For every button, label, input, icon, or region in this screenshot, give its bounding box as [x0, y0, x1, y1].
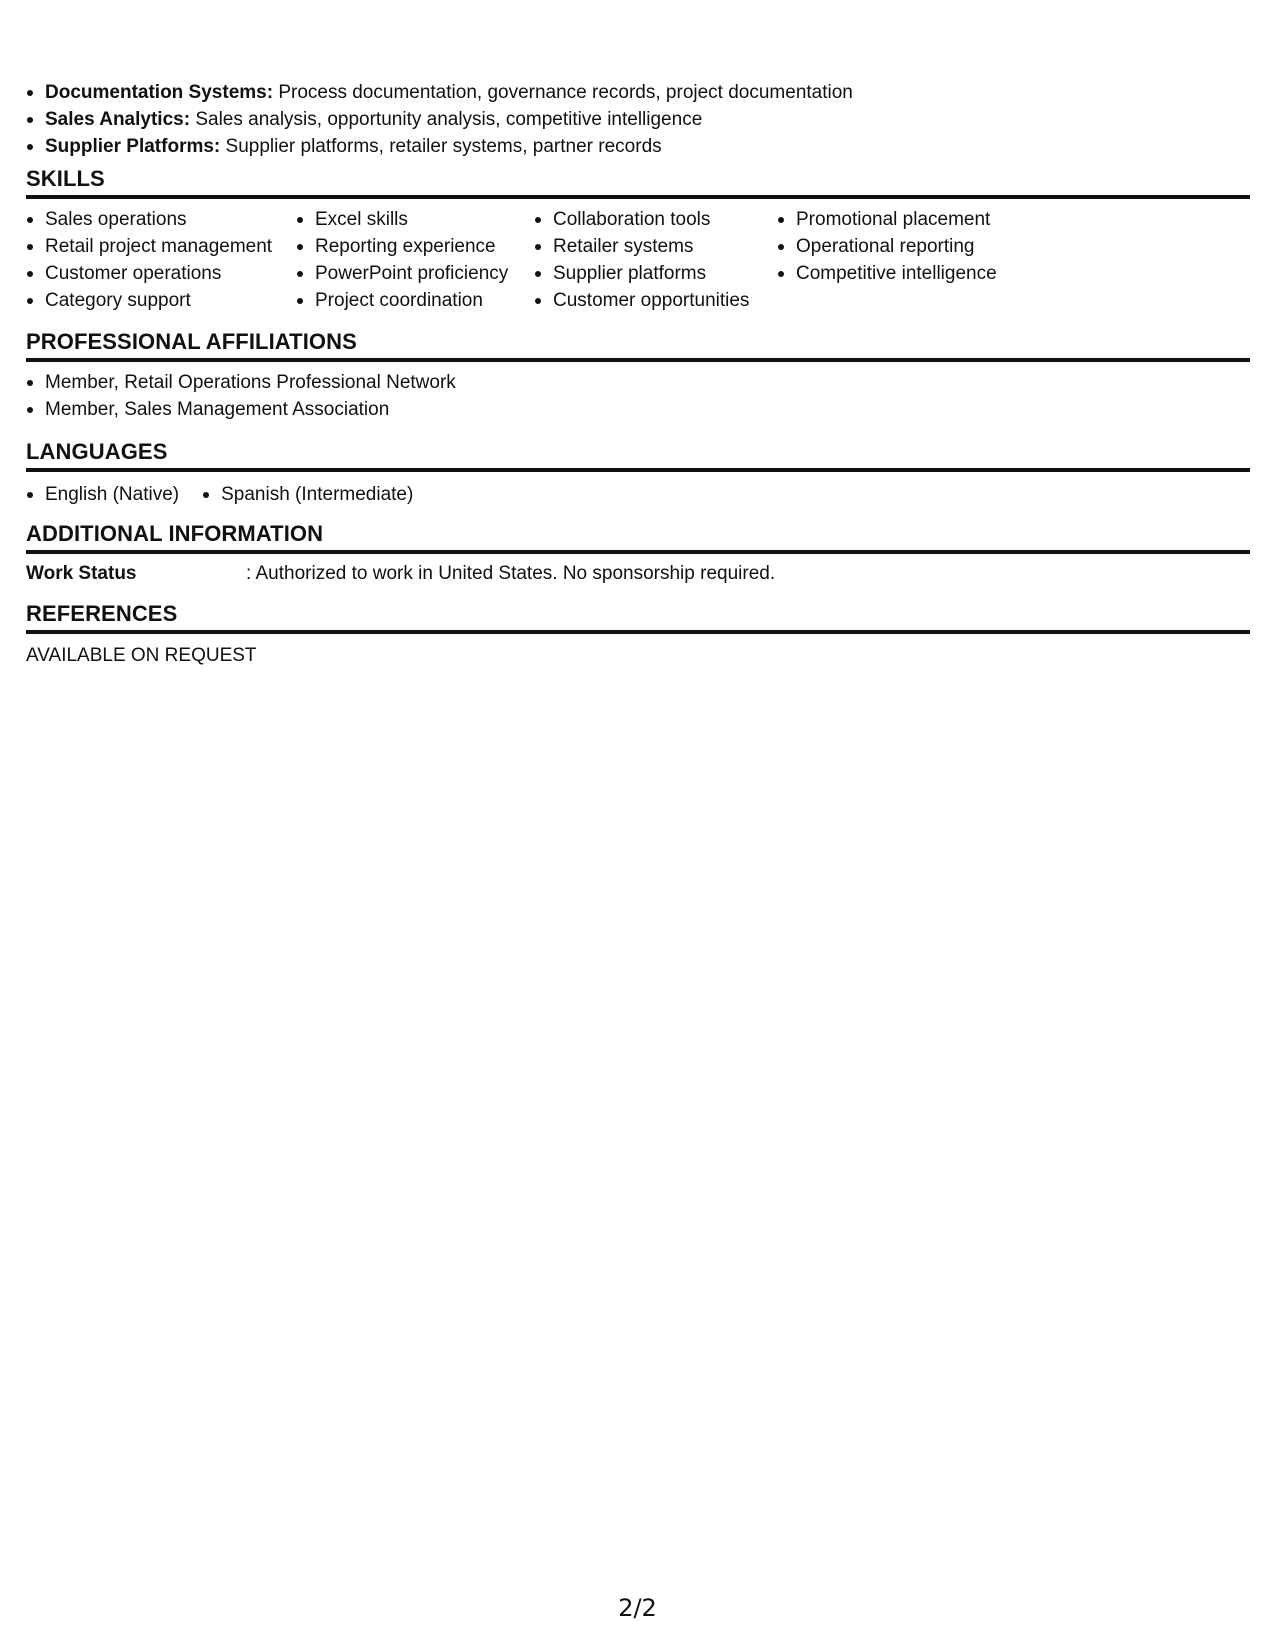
list-item: Sales operations — [26, 206, 296, 233]
tools-list — [26, 79, 853, 160]
tool-text: Sales analysis, opportunity analysis, competitive intelligence — [195, 109, 703, 130]
list-item: Spanish (Intermediate) — [202, 481, 413, 508]
list-item — [26, 79, 853, 106]
page-number: 2/2 — [618, 1594, 657, 1622]
skills-grid — [26, 206, 1250, 314]
list-item: Project coordination — [296, 287, 534, 314]
list-item: Promotional placement — [777, 206, 1017, 233]
list-item: Category support — [26, 287, 296, 314]
section-title-references: REFERENCES — [26, 600, 1250, 634]
list-item: English (Native) — [26, 481, 179, 508]
list-item: Retailer systems — [534, 233, 777, 260]
skills-column — [26, 206, 296, 314]
references-section — [26, 600, 1250, 669]
section-title-languages: LANGUAGES — [26, 438, 1250, 472]
work-status-value: : Authorized to work in United States. No sponsorship required. — [246, 563, 776, 584]
work-status-row — [26, 560, 1250, 587]
skills-column — [777, 206, 1017, 314]
list-item: Supplier platforms — [534, 260, 777, 287]
list-item: Member, Retail Operations Professional Network — [26, 369, 1250, 396]
languages-list — [26, 481, 1250, 508]
skills-column — [296, 206, 534, 314]
tool-text: Supplier platforms, retailer systems, partner records — [225, 136, 662, 157]
list-item — [26, 106, 853, 133]
list-item: Member, Sales Management Association — [26, 396, 1250, 423]
skills-column — [534, 206, 777, 314]
list-item: Operational reporting — [777, 233, 1017, 260]
section-title-additional: ADDITIONAL INFORMATION — [26, 520, 1250, 554]
affiliations-section — [26, 328, 1250, 423]
list-item: Collaboration tools — [534, 206, 777, 233]
tool-label: Sales Analytics: — [45, 109, 191, 130]
list-item: Retail project management — [26, 233, 296, 260]
list-item: PowerPoint proficiency — [296, 260, 534, 287]
list-item: Customer opportunities — [534, 287, 777, 314]
tool-text: Process documentation, governance records, project documentation — [278, 82, 853, 103]
work-status-label: Work Status — [26, 563, 137, 584]
list-item: Excel skills — [296, 206, 534, 233]
skills-section — [26, 165, 1250, 314]
languages-section — [26, 438, 1250, 508]
list-item: Customer operations — [26, 260, 296, 287]
list-item: Reporting experience — [296, 233, 534, 260]
affiliations-list — [26, 369, 1250, 423]
list-item: Competitive intelligence — [777, 260, 1017, 287]
list-item — [26, 133, 853, 160]
section-title-affiliations: PROFESSIONAL AFFILIATIONS — [26, 328, 1250, 362]
section-title-skills: SKILLS — [26, 165, 1250, 199]
additional-info-section — [26, 520, 1250, 587]
references-text: AVAILABLE ON REQUEST — [26, 645, 257, 666]
tool-label: Documentation Systems: — [45, 82, 274, 103]
tool-label: Supplier Platforms: — [45, 136, 221, 157]
